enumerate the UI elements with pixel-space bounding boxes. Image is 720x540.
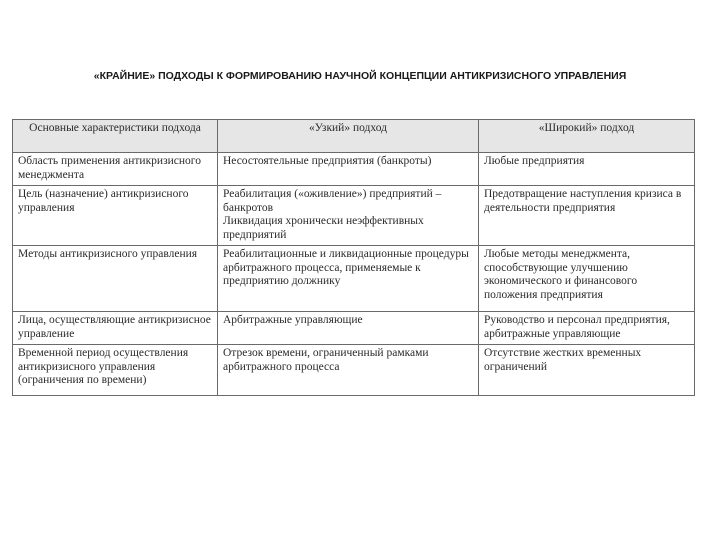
row-broad-approach: Любые методы менеджмента, способствующие улучшению экономического и финансового положения предприятия [479,246,695,312]
table-row [13,153,695,186]
row-characteristic: Лица, осуществляющие антикризисное управление [13,312,218,345]
row-narrow-approach [218,153,479,186]
header-characteristics: Основные характеристики подхода [13,120,218,153]
row-narrow-approach [218,345,479,396]
row-narrow-approach [218,246,479,312]
narrow-approach-line: Реабилитация («оживление») предприятий – банкротов [223,188,442,214]
table-header-row [13,120,695,153]
row-characteristic: Область применения антикризисного менеджмента [13,153,218,186]
row-characteristic: Методы антикризисного управления [13,246,218,312]
narrow-approach-line: Реабилитационные и ликвидационные процедуры арбитражного процесса, применяемые к предприятию должнику [223,248,469,287]
table-row [13,312,695,345]
row-narrow-approach [218,186,479,246]
row-broad-approach: Отсутствие жестких временных ограничений [479,345,695,396]
row-broad-approach: Любые предприятия [479,153,695,186]
header-broad-approach: «Широкий» подход [479,120,695,153]
approaches-table [12,119,695,396]
table-row [13,246,695,312]
narrow-approach-line: Ликвидация хронически неэффективных предприятий [223,215,424,241]
narrow-approach-line: Арбитражные управляющие [223,314,363,326]
row-broad-approach: Предотвращение наступления кризиса в деятельности предприятия [479,186,695,246]
table-row [13,186,695,246]
narrow-approach-line: Отрезок времени, ограниченный рамками арбитражного процесса [223,347,429,373]
header-narrow-approach: «Узкий» подход [218,120,479,153]
approaches-table-container [12,119,694,396]
row-narrow-approach [218,312,479,345]
narrow-approach-line: Несостоятельные предприятия (банкроты) [223,155,432,167]
table-row [13,345,695,396]
page-title: «КРАЙНИЕ» ПОДХОДЫ К ФОРМИРОВАНИЮ НАУЧНОЙ КОНЦЕПЦИИ АНТИКРИЗИСНОГО УПРАВЛЕНИЯ [93,70,627,82]
row-broad-approach: Руководство и персонал предприятия, арбитражные управляющие [479,312,695,345]
row-characteristic: Временной период осуществления антикризисного управления (ограничения по времени) [13,345,218,396]
row-characteristic: Цель (назначение) антикризисного управления [13,186,218,246]
